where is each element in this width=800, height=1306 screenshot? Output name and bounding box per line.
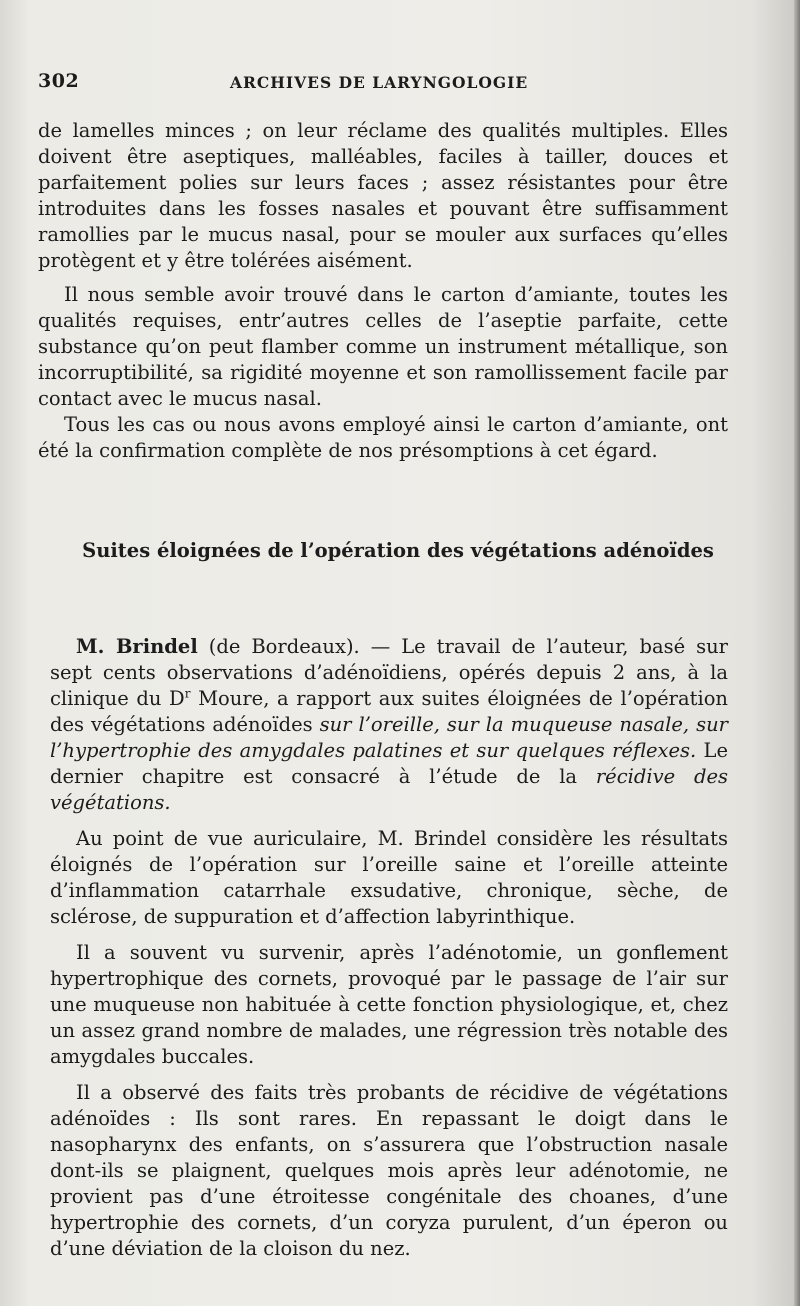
paragraph-confirmation: Tous les cas ou nous avons employé ainsi le carton d’amiante, ont été la confirmation complète de nos présomptions à cet égard. — [38, 413, 728, 462]
page-number: 302 — [38, 70, 80, 92]
paragraph-asbestos: Il nous semble avoir trouvé dans le carton d’amiante, toutes les qualités requises, entr’autres celles de l’aseptie parfaite, cette substance qu’on peut flamber comme un instrument métallique, son incorruptibilité, sa rigidité moyenne et son ramollissement facile par contact avec le mucus nasal. — [38, 283, 728, 410]
intro-text-b: Moure, a rapport aux suites éloignées de l’opération des végétations adénoïdes — [50, 687, 728, 736]
paragraph-hypertrophy: Il a souvent vu survenir, après l’adénotomie, un gonflement hypertrophique des cornets, provoqué par le passage de l’air sur une muqueuse non habituée à cette fonction physiologique, et, chez un assez grand nombre de malades, une régression très notable des amygdales buccales. — [50, 941, 728, 1068]
intro-italic-recidive: récidive des végétations. — [50, 765, 728, 814]
intro-text-c: Le dernier chapitre est consacré à l’étude de la — [50, 739, 728, 788]
paragraph-continuation: de lamelles minces ; on leur réclame des qualités multiples. Elles doivent être aseptiques, malléables, faciles à tailler, douces et parfaitement polies sur leurs faces ; assez résistantes pour être introduites dans les fosses nasales et pouvant être suffisamment ramollies par le mucus nasal, pour se mouler aux surfaces qu’elles protègent et y être tolérées aisément. — [38, 119, 728, 272]
paragraph-recidive: Il a observé des faits très probants de récidive de végétations adénoïdes : Ils sont rares. En repassant le doigt dans le nasopharynx des enfants, on s’assurera que l’obstruction nasale dont-ils se plaignent, quelques mois après leur adénotomie, ne provient pas d’une étroitesse congénitale des choanes, d’une hypertrophie des cornets, d’un coryza purulent, d’un éperon ou d’une déviation de la cloison du nez. — [50, 1081, 728, 1260]
speaker-name: M. Brindel — [76, 635, 198, 658]
brindel-report — [38, 634, 728, 1262]
intro-italic-topics: sur l’oreille, sur la muqueuse nasale, sur l’hypertrophie des amygdales palatines et sur quelques réflexes. — [50, 713, 728, 762]
intro-text-a: (de Bordeaux). — Le travail de l’auteur, basé sur sept cents observations d’adénoïdiens, opérés depuis 2 ans, à la clinique du D — [50, 635, 729, 710]
paragraph-brindel-intro — [50, 634, 728, 816]
paragraph-auricular: Au point de vue auriculaire, M. Brindel considère les résultats éloignés de l’opération sur l’oreille saine et l’oreille atteinte d’inflammation catarrhale exsudative, chronique, sèche, de sclérose, de suppuration et d’affection labyrinthique. — [50, 827, 728, 928]
section-title: Suites éloignées de l’opération des végétations adénoïdes — [82, 539, 714, 562]
running-head: ARCHIVES DE LARYNGOLOGIE — [230, 73, 529, 92]
page-edge-shadow — [794, 0, 800, 1306]
body-text — [38, 118, 728, 1262]
superscript-r: r — [184, 686, 191, 701]
